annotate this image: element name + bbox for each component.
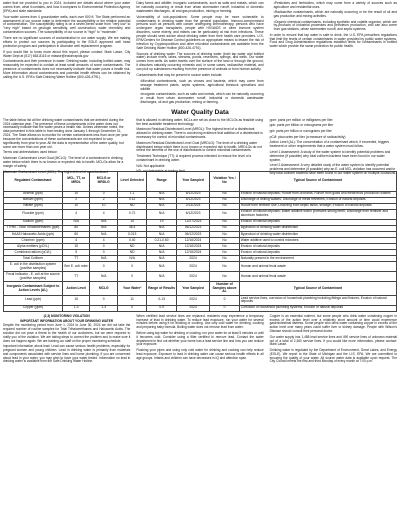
- list-item: • Inorganic contaminants, such as salts and metals, which can be naturally occurring or result from urban stormwater runoff, industrial or domestic wastewater discharges, oil and gas production, mining or farming.: [140, 93, 263, 105]
- table-cell: N/A: [147, 250, 176, 256]
- intro-paragraph: Sources of drinking water: The sources of drinking water (both tap water and bottled water) include rivers, lakes, streams, ponds, reservoirs, springs, and wells. Our water comes from wells. As water travels over the surface of the land or through the ground, it dissolves naturally occurring minerals and, in some cases, radioactive material, and can pick up substances resulting from the presence of animals or from human activity.: [136, 51, 264, 71]
- table-cell: N/A: [90, 231, 118, 237]
- table-cell: N/A: [117, 256, 146, 262]
- table-cell: 12/27/2023: [176, 219, 209, 225]
- table-row: [4, 295, 397, 305]
- column-header: Inorganic Contaminant Subject to Action Levels (AL): [4, 282, 63, 296]
- table-cell: 80: [62, 225, 90, 231]
- table-cell: 12/16/2024: [176, 250, 209, 256]
- definition-text: ND: not detectable at testing limit: [136, 169, 185, 174]
- contaminant-name-cell: E. coli in the distribution system (positive samples): [4, 262, 63, 272]
- table-cell: 12/16/2024: [176, 237, 209, 243]
- contaminant-name-cell: Fluoride (ppm): [4, 209, 63, 219]
- table-cell: 0.013: [117, 231, 146, 237]
- table-cell: 2024: [176, 262, 209, 272]
- lower-paragraph: When certified lead service lines are replaced, residents may experience a temporary increase of lead in drinking water. To reduce lead exposure, run your water for several minutes before using it for drinking or cooking. Use only cold water for drinking, cooking and preparing baby formula. Boiling water does not remove lead from water.: [136, 313, 264, 330]
- table-cell: N/A: [147, 231, 176, 237]
- table-cell: 0: [117, 305, 146, 311]
- table-cell: 15: [62, 244, 90, 250]
- lower-paragraph: Drinking water is regulated by the Department of Environment, Great Lakes, and Energy (EGLE). We report to the State of Michigan and the U.S. EPA. We are committed to ensuring the quality of your water. All source water data is available upon request. The City Council meets the first and third Monday of every month at 7:00 p.m.: [269, 348, 397, 364]
- table-cell: 0: [117, 272, 146, 282]
- intro-paragraph: Contaminants that may be present in source water include:: [136, 72, 223, 77]
- table-cell: N/A: [90, 272, 118, 282]
- table-cell: Erosion of natural deposits: [239, 244, 396, 250]
- list-item: • Pesticides and herbicides, which may come from a variety of sources such as agriculture and residential uses.: [274, 2, 397, 10]
- table-cell: No: [210, 262, 239, 272]
- table-cell: Byproduct of drinking water disinfection: [239, 231, 396, 237]
- intro-section: [3, 2, 397, 106]
- definition-text: Maximum Residual Disinfectant Level (MRDL): The highest level of a disinfectant allowed in drinking water. There is convincing evidence that addition of a disinfectant is necessary for control of microbial contaminants.: [136, 127, 263, 139]
- table-cell: 0.12: [117, 197, 146, 203]
- table-cell: 06/12/2023: [176, 225, 209, 231]
- intro-paragraph: Vulnerability of sub-populations: Some people may be more vulnerable to contaminants in drinking water than the general population. Immuno-compromised persons such as persons with cancer undergoing chemotherapy, persons who have undergone organ transplants, people with HIV/AIDS or other immune system disorders, some elderly, and infants can be particularly at risk from infections. These people should seek advice about drinking water from their health care providers. U.S. EPA/Centers for Disease Control guidelines on appropriate means to lessen the risk of infection by Cryptosporidium and other microbial contaminants are available from the Safe Drinking Water Hotline (800-426-4791).: [136, 14, 264, 50]
- table-cell: Discharge of drilling wastes; Discharge of metal refineries; Erosion of natural deposits: [239, 197, 396, 203]
- table-cell: N/A: [147, 225, 176, 231]
- contaminant-name-cell: Total Coliform: [4, 256, 63, 262]
- table-cell: 2024: [176, 272, 209, 282]
- lower-paragraph: Our water supply has 1,488 lead service lines and 490 service lines of unknown material out of a total of 2,360 service lines. If you would like more information, please contact: Mark Lasse.: [269, 334, 397, 347]
- intro-column-2: [136, 2, 263, 106]
- column-header: Typical Source of Contaminant: [239, 282, 396, 296]
- lower-paragraph: Despite the monitoring period from June 1, 2024 to June 30, 2024 we did not take the required number of routine samples for Total Trihalomethanes and Haloacetic Acids. The solution did not pose a threat to the health of our customers, but we were required to notify you of the violation. We are taking steps to correct the problem and to make sure it does not happen again. We are training our staff on the proper monitoring schedule.: [3, 323, 131, 343]
- table-cell: 0.40: [117, 237, 146, 243]
- table-cell: N/A: [147, 203, 176, 209]
- table-cell: Erosion of natural deposits; Runoff from orchards; Runoff from glass and electronics production wastes: [239, 191, 396, 197]
- table-cell: ND: [117, 250, 146, 256]
- table-row: [4, 305, 397, 311]
- table-cell: No: [210, 237, 239, 243]
- lower-paragraph: Important information about lead: Lead can cause serious health problems, especially for pregnant women and young children. Lead in drinking water is primarily from materials and components associated with service lines and home plumbing. If you are concerned about lead in your water, you may wish to have your water tested. Information on lead in drinking water is available from the Safe Drinking Water Hotline.: [3, 344, 131, 364]
- table-cell: 0.9: [147, 305, 176, 311]
- water-quality-table: [3, 171, 397, 312]
- table-cell: Erosion of natural deposits: [239, 219, 396, 225]
- table-cell: Corrosion of household plumbing systems; Erosion of natural deposits: [239, 305, 396, 311]
- table-cell: 0: [117, 262, 146, 272]
- table-cell: 0: [90, 250, 118, 256]
- table-cell: Naturally present in the environment: [239, 256, 396, 262]
- definition-text: The table below list all the drinking water contaminants that we detected during the 2024 calendar year. The presence of these contaminants in the water does not necessarily indicate that the water poses a health risk. Unless otherwise noted, the data presented in this table is from testing done January 1 through December 31, 2024. The State allows us to monitor for certain contaminants less than once per year because the concentrations of these contaminants are not expected to vary significantly from year to year. All the data is representative of the water quality, but some are more than one year old.: [3, 117, 128, 149]
- table-cell: No: [210, 244, 239, 250]
- table-cell: 19: [147, 219, 176, 225]
- definitions-column-1: [3, 117, 130, 174]
- column-header: Number of Samples above AL: [210, 282, 239, 296]
- table-cell: TT: [62, 272, 90, 282]
- table-cell: 0: [90, 262, 118, 272]
- report-page: [3, 2, 397, 514]
- table-cell: 0: [210, 305, 239, 311]
- column-header: MCLG: [90, 282, 118, 296]
- lower-paragraph: Copper is an essential nutrient, but some people who drink water containing copper in excess of the action level over a relatively short amount of time could experience gastrointestinal distress. Some people who drink water containing copper in excess of the action level over many years could suffer liver or kidney damage. People with Wilson's Disease should consult their personal doctor.: [269, 313, 397, 333]
- contaminant-list: [270, 2, 397, 32]
- table-cell: 10: [90, 203, 118, 209]
- intro-paragraph: Contaminants and their presence in water: Drinking water, including bottled water, may reasonably be expected to contain at least small amounts of some contaminants. The presence of contaminants does not necessarily indicate that water poses a health risk. More information about contaminants and potential health effects can be obtained by calling the U.S. EPA's Safe Drinking Water Hotline (800-426-4791).: [3, 59, 131, 79]
- table-cell: N/A: [90, 225, 118, 231]
- table-cell: No: [210, 256, 239, 262]
- list-item: • Microbial contaminants, such as viruses and bacteria, which may come from sewage treatment plants, septic systems, agricultural livestock operations and wildlife.: [140, 80, 263, 92]
- table-cell: N/A: [62, 219, 90, 225]
- definition-text: ppm: parts per million or milligrams per liter: [269, 117, 333, 122]
- definitions-column-2: [136, 117, 264, 174]
- definitions-section: [3, 117, 397, 176]
- table-cell: Water additive used to control microbes: [239, 237, 396, 243]
- table-cell: Byproduct of drinking water disinfection: [239, 225, 396, 231]
- table-cell: No: [210, 209, 239, 219]
- table-cell: No: [210, 197, 239, 203]
- contaminant-name-cell: Lead (ppb): [4, 295, 63, 305]
- table-cell: No: [210, 225, 239, 231]
- table-cell: 4: [90, 209, 118, 219]
- table-cell: 0: [90, 191, 118, 197]
- table-cell: No: [210, 250, 239, 256]
- definition-text: Level 2 Assessment: A very detailed study of the water system to identify potential problems and determine (if possible) why an E. coli MCL violation has occurred and/or why total coliform bacteria have been found in our water system on multiple occasions.: [269, 163, 397, 176]
- section-title: Water Quality Data: [171, 109, 229, 116]
- table-cell: 06/12/2023: [176, 231, 209, 237]
- column-header: Regulated Contaminant: [4, 171, 63, 191]
- definition-text: ppt: parts per trillion or nanograms per liter: [269, 129, 332, 133]
- definition-text: Action Level (AL): The concentration of a contaminant which, if exceeded, triggers treatment or other requirements that a water system must follow.: [269, 140, 390, 149]
- table-cell: N/A: [147, 272, 176, 282]
- contaminant-name-cell: Barium (ppm): [4, 197, 63, 203]
- table-cell: 6/12/2023: [176, 197, 209, 203]
- table-cell: 14: [117, 219, 146, 225]
- lower-column-2: [136, 315, 263, 366]
- table-cell: Human and animal fecal waste: [239, 262, 396, 272]
- intro-paragraph: If you would like to know more about this report, please contact: Mark Lasse, City Water Dept at (517) 663-8116 or mlasse@eatonrapids.gov: [3, 49, 131, 58]
- table-cell: 10: [62, 191, 90, 197]
- table-cell: 0: [210, 295, 239, 305]
- table-cell: 2/13/2024: [176, 203, 209, 209]
- table-cell: N/A: [147, 262, 176, 272]
- contaminant-name-cell: Copper (ppm): [4, 305, 63, 311]
- table-cell: 4: [62, 209, 90, 219]
- table-cell: 1.3: [62, 305, 90, 311]
- column-header: Your Water³: [117, 282, 146, 296]
- contaminant-name-cell: HAA5 Haloacetic Acids (ppb): [4, 231, 63, 237]
- intro-column-3: [270, 2, 397, 106]
- table-cell: ND: [117, 244, 146, 250]
- definition-text: pCi/l: picocuries per liter (a measure of radioactivity): [269, 134, 346, 139]
- column-header: Year Sampled: [176, 171, 209, 191]
- table-cell: 0.72: [117, 209, 146, 219]
- contaminant-name-cell: Chlorine¹ (ppm): [4, 237, 63, 243]
- table-cell: 2: [62, 197, 90, 203]
- definition-text: N/A: Not applicable: [136, 163, 165, 168]
- table-cell: ND: [117, 203, 146, 209]
- table-cell: 6/12/2023: [176, 209, 209, 219]
- contaminant-name-cell: Arsenic (ppb): [4, 191, 63, 197]
- table-cell: No: [210, 203, 239, 209]
- table-cell: 10: [62, 203, 90, 209]
- table-cell: 60: [62, 231, 90, 237]
- table-cell: Lead service lines, corrosion of household plumbing including fittings and fixtures; Erosion of natural deposits: [239, 295, 396, 305]
- column-header: Action Level: [62, 282, 90, 296]
- contaminant-name-cell: Nitrate (ppm): [4, 203, 63, 209]
- violation-subheading: IMPORTANT INFORMATION ABOUT YOUR DRINKING WATER: [20, 318, 114, 323]
- table-cell: 1.3: [90, 305, 118, 311]
- table-cell: 5: [62, 250, 90, 256]
- table-cell: N/A: [147, 244, 176, 250]
- table-cell: 12/16/2024: [176, 244, 209, 250]
- table-cell: 2024: [176, 295, 209, 305]
- definition-text: Maximum Contaminant Level Goal (MCLG): The level of a contaminant in drinking water below which there is no known or expected risk to health. MCLGs allow for a margin of safety.: [3, 156, 124, 168]
- column-header: MCL, TT, or MRDL: [62, 171, 90, 191]
- contaminant-name-cell: TTHM - Total Trihalomethanes (ppb): [4, 225, 63, 231]
- list-item: • Organic chemical contaminants, including synthetic and volatile organics, which are by-products of industrial processes and petroleum production, and can also come from gas stations, urban stormwater runoff, and septic systems.: [274, 21, 397, 33]
- intro-paragraph: Your water comes from 4 groundwater wells, each over 500 ft. The State performed an assessment of our source water to determine the susceptibility or the relative potential of contamination. The susceptibility rating is on a seven-tiered scale from "very low" to "very high" based on geologic sensitivity, well construction, water chemistry and contamination sources. The susceptibility of our source is "high" to "moderate.": [3, 14, 131, 35]
- table-cell: 2: [90, 197, 118, 203]
- violation-heading: (2,3) MONITORING VIOLATION: [43, 313, 90, 318]
- table-cell: N/A: [90, 219, 118, 225]
- column-header: Range: [147, 171, 176, 191]
- table-cell: Runoff from fertilizer use; Leaching from septic tanks, sewage; Erosion of natural deposits: [239, 203, 396, 209]
- column-header: Level Detected: [117, 171, 146, 191]
- table-cell: 4: [90, 237, 118, 243]
- definitions-column-3: [269, 117, 397, 176]
- column-header: Violation Yes / No: [210, 171, 239, 191]
- table-cell: 4: [62, 237, 90, 243]
- definition-text: Level 1 Assessment: A study of the water system to identify potential problems and determine (if possible) why total coliform bacteria have been found in our water system.: [269, 149, 391, 162]
- table-cell: N/A: [90, 256, 118, 262]
- table-cell: N/A: [147, 209, 176, 219]
- definition-text: ppb: parts per billion or micrograms per liter: [269, 123, 334, 128]
- table-cell: No: [210, 272, 239, 282]
- table-cell: N/A: [147, 256, 176, 262]
- lower-column-3: [270, 315, 397, 366]
- lower-column-1: [3, 315, 130, 366]
- contaminant-name-cell: Fecal Indicator - E. coli at the source (positive samples): [4, 272, 63, 282]
- table-cell: Erosion of natural deposits; Water additive which promotes strong teeth; Discharge from fertilizer and aluminum factories: [239, 209, 396, 219]
- table-cell: 6/12/2023: [176, 191, 209, 197]
- column-header: Year Sampled: [176, 282, 209, 296]
- table-cell: 2024: [176, 256, 209, 262]
- contaminant-list: [136, 80, 263, 105]
- table-cell: No: [210, 219, 239, 225]
- table-cell: No: [210, 231, 239, 237]
- table-cell: N/A: [147, 191, 176, 197]
- table-cell: 0: [90, 295, 118, 305]
- column-header: Range of Results: [147, 282, 176, 296]
- intro-paragraph: water that we provided to you in 2024. Included are details about where your water comes from, what it contains, and how it compares to Environmental Protection Agency (EPA) and state standards.: [3, 1, 131, 13]
- table-cell: No: [210, 191, 239, 197]
- table-cell: See E. coli note²: [62, 262, 90, 272]
- contaminant-name-cell: Combined radium (pCi/L): [4, 250, 63, 256]
- table-body: [4, 191, 397, 311]
- list-item: • Radioactive contaminants, which are naturally occurring or be the result of oil and gas production and mining activities.: [274, 11, 397, 19]
- table-cell: 0-13: [147, 295, 176, 305]
- table-cell: 15: [62, 295, 90, 305]
- definition-text: that is allowed in drinking water. MCLs are set as close to the MCLGs as feasible using the best available treatment technology.: [136, 117, 264, 126]
- lower-paragraph: Flushing your pipes and using only cold water for drinking and cooking can help reduce lead exposure. Exposure to lead in drinking water can cause serious health effects in all age groups. Infants and children can have decreases in IQ and attention span.: [136, 348, 264, 360]
- definition-text: Treatment Technique (TT): A required process intended to reduce the level of a contaminant in drinking water.: [136, 154, 252, 162]
- intro-paragraph: Dairy farms and wildlife; Inorganic contaminants, such as salts and metals, which can be naturally occurring or result from urban stormwater runoff, industrial or domestic wastewater discharges, oil and gas production, mining or farming.: [136, 1, 264, 13]
- definition-text: Maximum Contaminant Level (MCL): The highest level of a contaminant: [3, 169, 108, 174]
- lower-section: [3, 315, 397, 366]
- table-row: [4, 209, 397, 219]
- intro-paragraph: In order to ensure that tap water is safe to drink, the U.S. EPA prescribes regulations that limit the levels of certain contaminants in water provided by public water systems. Food and Drug Administration regulations establish limits for contaminants in bottled water which provide the same protection for public health.: [269, 32, 397, 49]
- definition-text: Maximum Residual Disinfectant Level Goal (MRDLG): The level of a drinking water disinfectant below which there is no known or expected risk to health. MRDLGs do not reflect the benefits of the use of disinfectants to control microbial contaminants.: [136, 140, 262, 153]
- definition-text: Terms and abbreviations used below:: [3, 150, 58, 155]
- table-cell: N/A: [147, 197, 176, 203]
- intro-column-1: [3, 2, 130, 106]
- table-cell: 2024: [176, 305, 209, 311]
- table-row: [4, 272, 397, 282]
- contaminant-name-cell: Sodium (ppm): [4, 219, 63, 225]
- column-header: MCLG or MRDLG: [90, 171, 118, 191]
- column-header: Typical Source of Contaminant: [239, 171, 396, 191]
- table-cell: Human and animal fecal waste: [239, 272, 396, 282]
- table-cell: TT: [62, 256, 90, 262]
- table-row: [4, 262, 397, 272]
- table-cell: Erosion of natural deposits: [239, 250, 396, 256]
- intro-paragraph: There are no significant sources of contamination in our water supply. We are making efforts to protect our sources by participating in the EGLE approved well head protection program and participation in Abandon well replacement program.: [3, 36, 131, 48]
- table-cell: 11: [117, 295, 146, 305]
- table-cell: 0: [90, 244, 118, 250]
- action-level-header-row: [4, 282, 397, 296]
- lower-paragraph: Before using tap water for drinking or cooking, run your water for at least 5 minutes or until it becomes cold. Consider using a filter certified to remove lead. Contact the water department to find out whether your home has a lead service line and how you can reduce your exposure.: [136, 330, 264, 347]
- table-cell: 36.4: [117, 225, 146, 231]
- table-cell: 0.21-0.60: [147, 237, 176, 243]
- contaminant-name-cell: Alpha emitters (pCi/L): [4, 244, 63, 250]
- table-cell: 1.1: [117, 191, 146, 197]
